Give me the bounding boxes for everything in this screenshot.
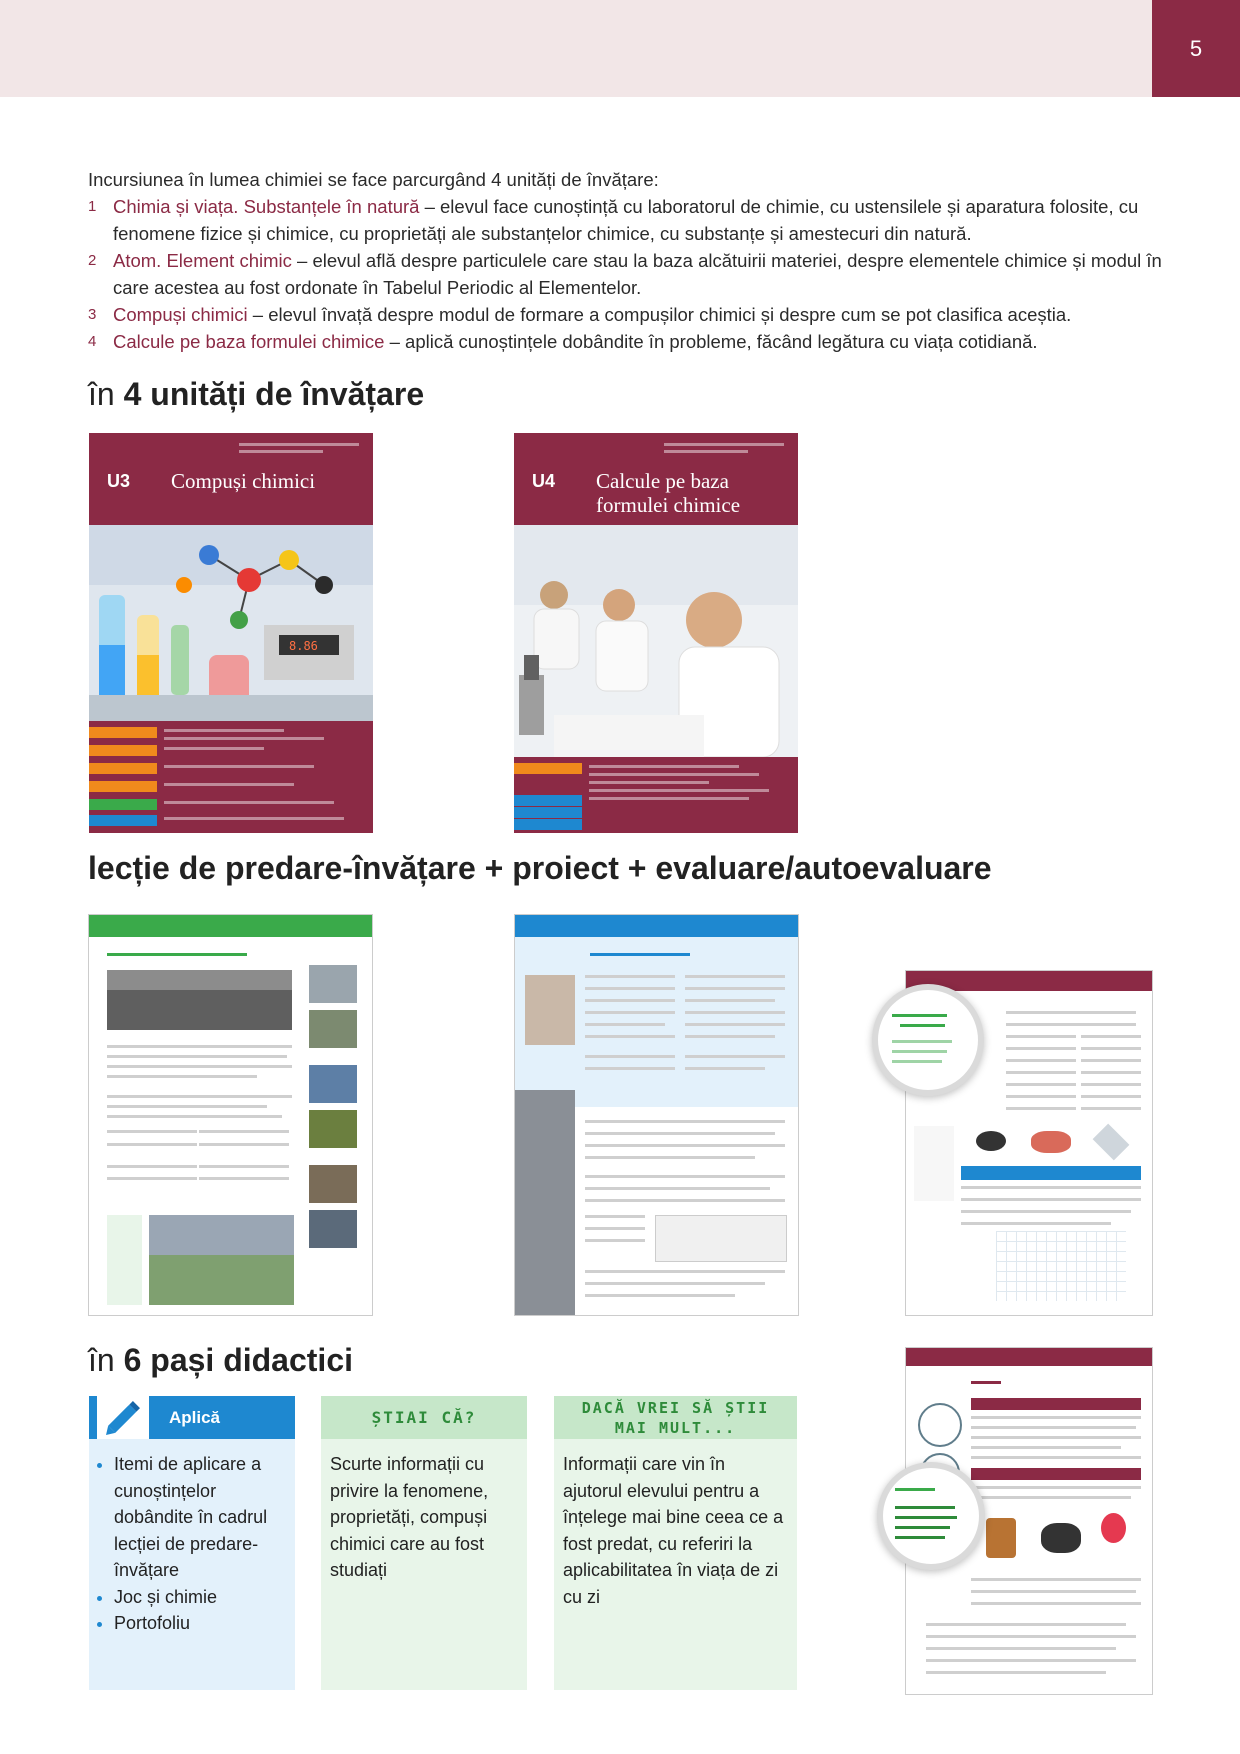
heading-units: în 4 unități de învățare <box>88 376 425 412</box>
unit-number: 4 <box>88 333 97 350</box>
unit-description: – elevul află despre particulele care stau la baza alcătuirii materiei, despre elementele chimice și modul în care acestea au fost ordonate în Tabelul Periodic al Elementelor. <box>113 250 1162 298</box>
verify-yourself-magnifier <box>872 984 984 1096</box>
did-you-know-text: Scurte informații cu privire la fenomene, proprietăți, compuși chimici care au fost studiați <box>330 1454 489 1580</box>
unit-title: Atom. Element chimic <box>113 250 292 271</box>
unit-number: 3 <box>88 306 97 323</box>
project-page-thumbnail <box>88 914 373 1316</box>
intro-lead: Incursiunea în lumea chimiei se face parcurgând 4 unități de învățare: <box>88 169 659 190</box>
cover-unit-title: Compuși chimici <box>171 469 316 493</box>
lab-molecule-photo <box>89 525 373 721</box>
unit-title: Chimia și viața. Substanțele în natură <box>113 196 420 217</box>
list-item: • Itemi de aplicare a cunoștințelor dobândite în cadrul lecției de predare-învățare <box>114 1451 289 1584</box>
unit-item-4 <box>88 328 1168 355</box>
apply-card-title: Aplică <box>169 1407 221 1427</box>
unit-description: – elevul învață despre modul de formare a compușilor chimici și despre cum se pot clasifica aceștia. <box>247 304 1072 325</box>
students-lab-photo <box>514 525 798 757</box>
evaluation-page-thumbnail <box>514 914 799 1316</box>
unit-item-1 <box>88 193 1168 247</box>
unit-number: 1 <box>88 198 97 215</box>
list-item: • Portofoliu <box>114 1610 289 1637</box>
learn-more-card <box>554 1396 797 1690</box>
apply-card-list <box>97 1451 289 1637</box>
heading-steps: în 6 pași didactici <box>88 1342 353 1378</box>
cover-unit-code: U3 <box>107 471 131 491</box>
page-number: 5 <box>1152 0 1240 97</box>
did-you-know-magnifier <box>877 1462 985 1570</box>
unit-description: – aplică cunoștințele dobândite în probleme, făcând legătura cu viața cotidiană. <box>384 331 1038 352</box>
learn-more-text: Informații care vin în ajutorul elevului pentru a înțelege mai bine ceea ce a fost predat, cu referiri la aplicabilitatea în viața de zi cu zi <box>563 1454 784 1607</box>
did-you-know-title: ȘTIAI CĂ? <box>371 1408 477 1427</box>
unit-title: Compuși chimici <box>113 304 248 325</box>
learn-more-title: DACĂ VREI SĂ ȘTII MAI MULT... <box>581 1398 770 1437</box>
heading-lesson-structure: lecție de predare-învățare + proiect + evaluare/autoevaluare <box>88 850 992 886</box>
cover-unit-code: U4 <box>532 471 556 491</box>
intro-text <box>88 166 1168 355</box>
header-band <box>0 0 1240 97</box>
list-item: • Joc și chimie <box>114 1584 289 1611</box>
pencil-icon <box>89 1396 149 1439</box>
unit-item-3 <box>88 301 1168 328</box>
unit-title: Calcule pe baza formulei chimice <box>113 331 385 352</box>
unit-number: 2 <box>88 252 97 269</box>
cover-u3 <box>89 433 373 833</box>
unit-description: – elevul face cunoștință cu laboratorul de chimie, cu ustensilele și aparatura folosite, cu fenomene fizice și chimice, cu proprietăți ale substanțelor chimice, cu substanțe și amestecuri din natură. <box>113 196 1139 244</box>
cover-unit-title: Calcule pe baza formulei chimice <box>596 469 741 517</box>
unit-item-2 <box>88 247 1168 301</box>
did-you-know-card <box>321 1396 527 1690</box>
cover-u4 <box>514 433 798 833</box>
apply-card <box>89 1396 295 1690</box>
svg-text:8.86: 8.86 <box>289 639 318 653</box>
